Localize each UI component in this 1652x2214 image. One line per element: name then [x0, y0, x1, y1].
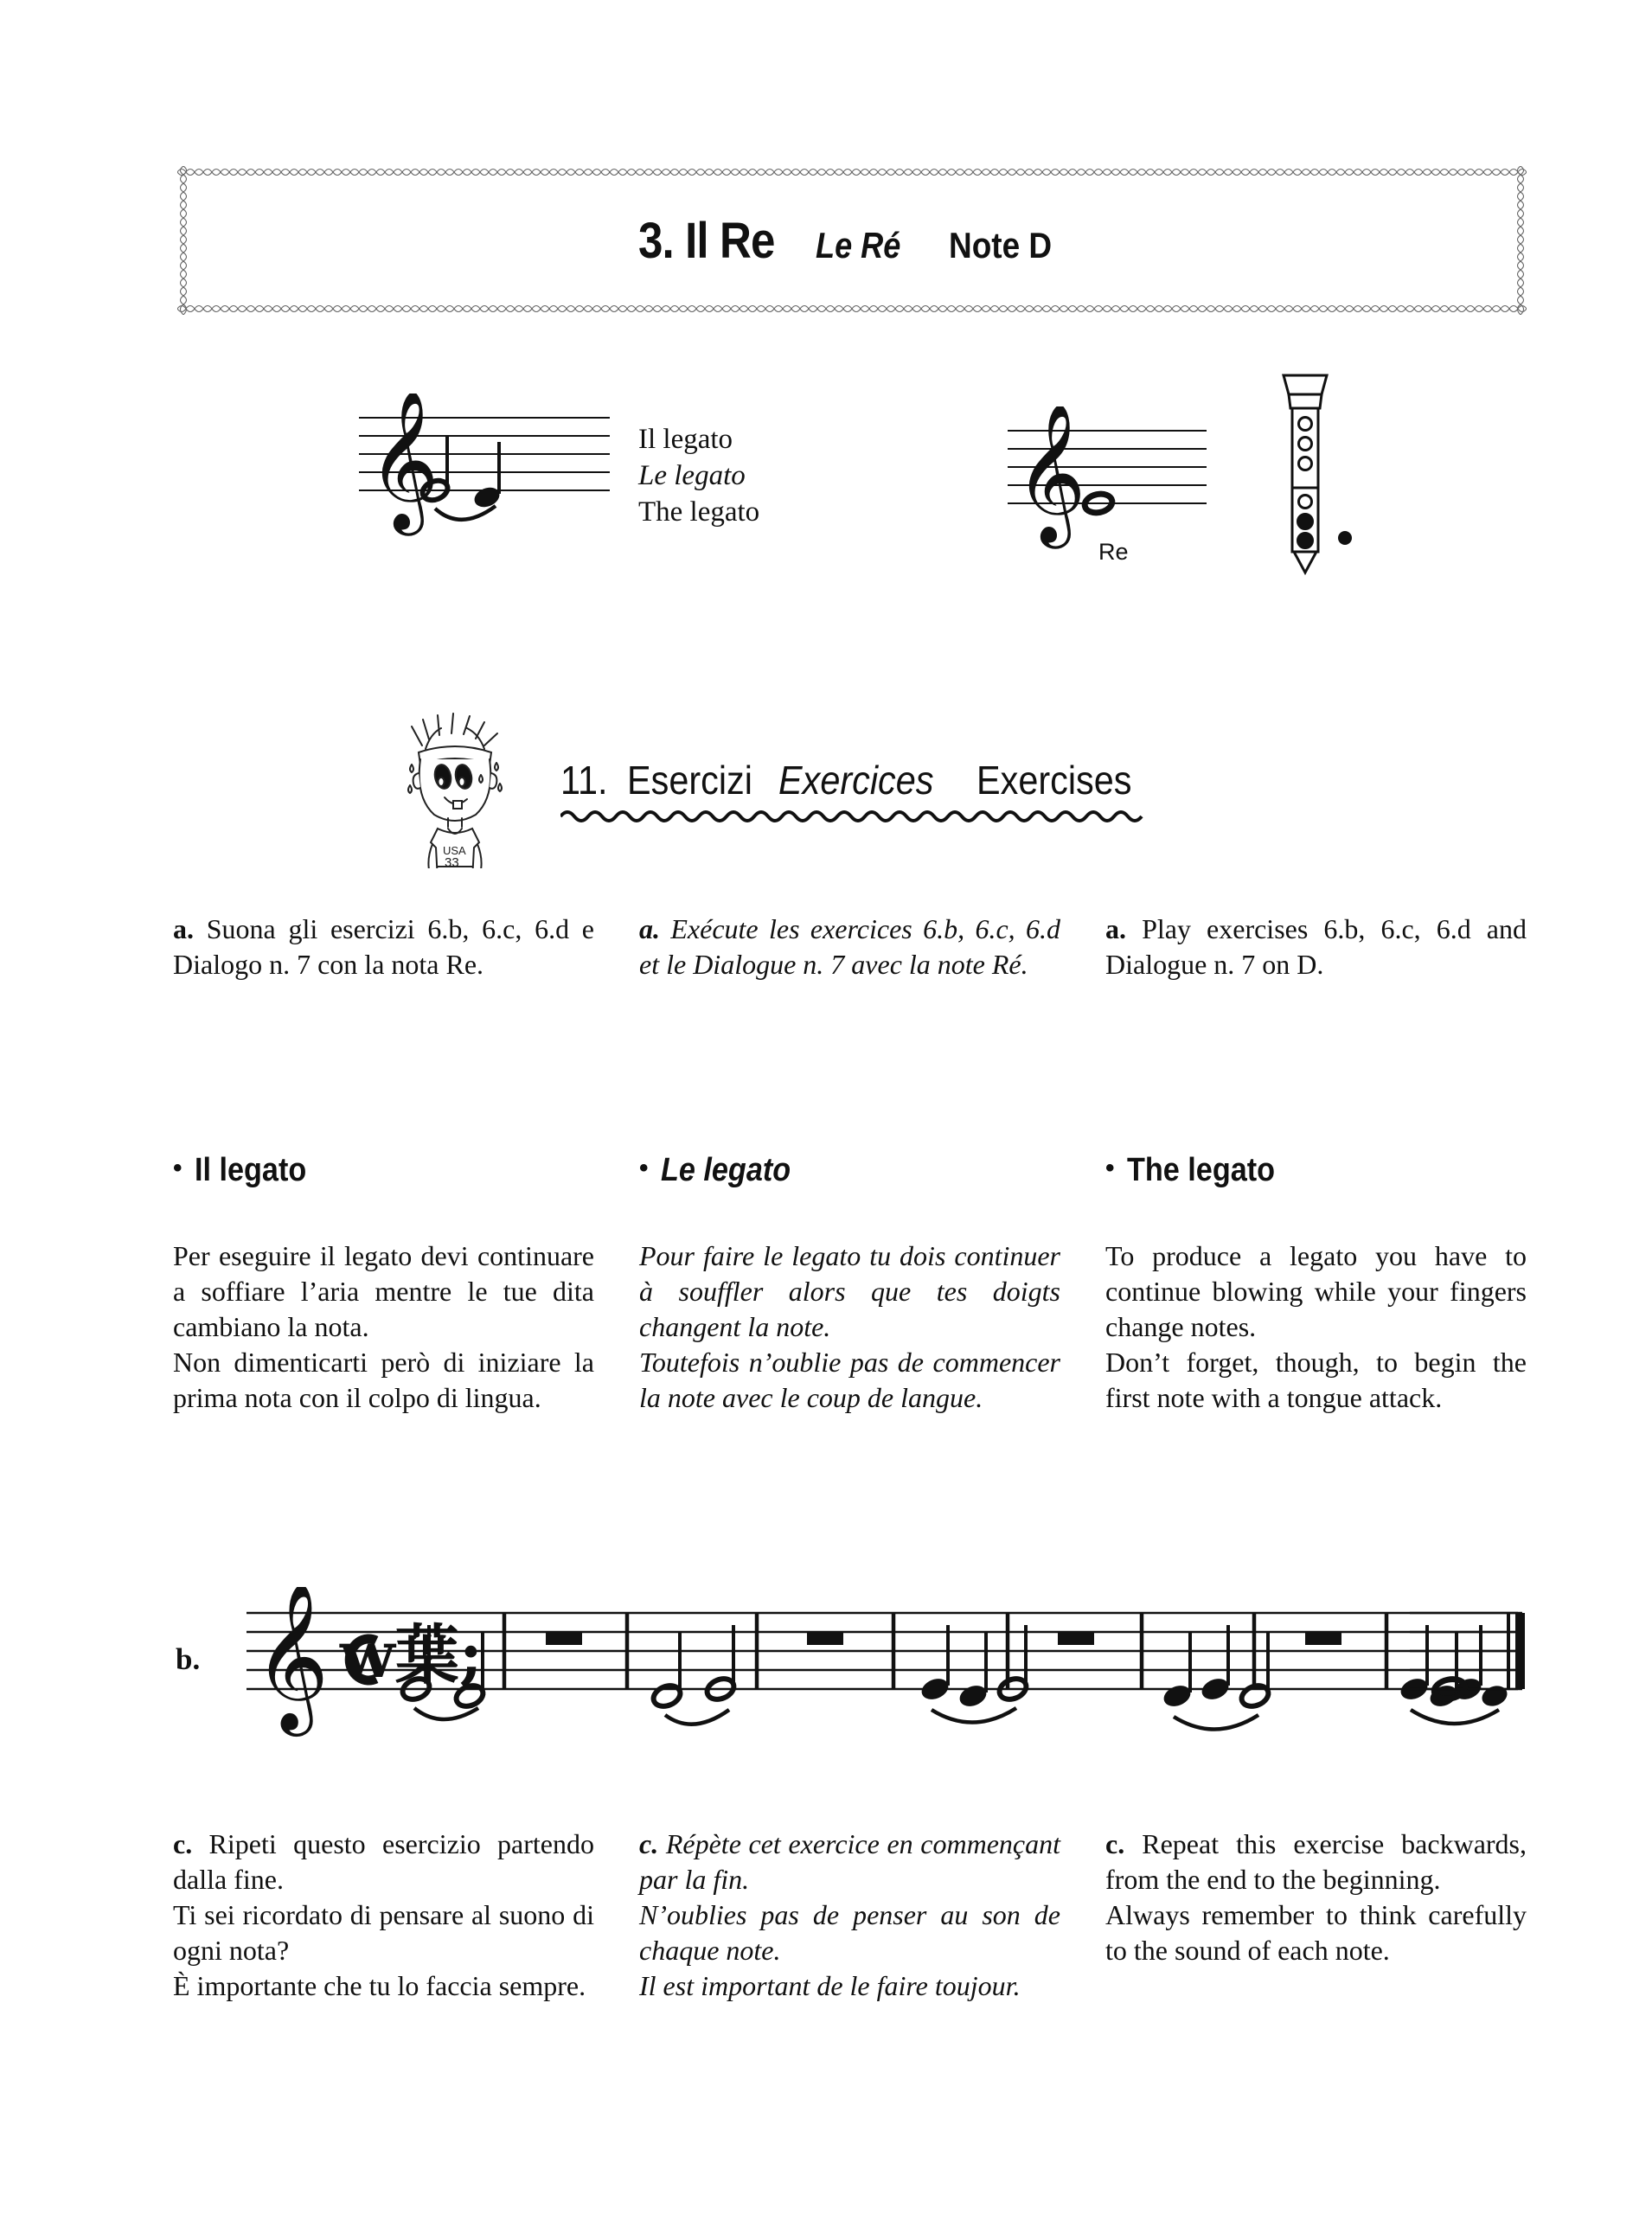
legato-heading-italian: [173, 1152, 594, 1189]
exercise-a-english: [1105, 912, 1527, 982]
exercises-heading-french: Exercices: [778, 758, 934, 803]
bullet-icon: •: [173, 1154, 182, 1182]
legato-body-french: [639, 1238, 1060, 1416]
exercise-c-english-text: Repeat this exercise backwards, from the end to the beginning. Always remember to think carefully to the sound of each note.: [1105, 1828, 1527, 1966]
wavy-underline: [560, 806, 1149, 828]
legato-heading-french: [639, 1152, 1060, 1189]
svg-text:𝄞: 𝄞: [368, 394, 439, 530]
svg-text:33: 33: [445, 855, 459, 868]
legato-label-english: The legato: [638, 496, 760, 528]
thumb-hole-dot: [1338, 531, 1352, 545]
exercise-a-row: [0, 912, 1652, 982]
final-barline-icon: [1507, 1613, 1525, 1689]
exercises-heading-english: Exercises: [976, 758, 1132, 803]
legato-body-italian: [173, 1238, 594, 1416]
legato-body-english: [1105, 1238, 1527, 1416]
exercise-c-english: [1105, 1827, 1527, 2004]
exercise-a-italian: [173, 912, 594, 982]
exercise-a-italian-text: Suona gli esercizi 6.b, 6.c, 6.d e Dialogo n. 7 con la nota Re.: [173, 913, 595, 980]
bullet-icon: •: [1105, 1154, 1115, 1182]
legato-heading-english-label: The legato: [1126, 1152, 1275, 1188]
common-time-icon: w葉;: [340, 1618, 483, 1692]
quarter-note: [471, 442, 503, 510]
exercise-c-italian-text: Ripeti questo esercizio partendo dalla fine. Ti sei ricordato di pensare al suono di ogni nota? È importante che tu lo faccia sempre.: [173, 1828, 594, 2001]
measure-5-notes: [919, 1625, 1029, 1723]
exercise-a-french: [639, 912, 1060, 982]
treble-clef-icon: 𝄞: [1015, 406, 1086, 543]
exercise-c-italian: [173, 1827, 594, 2004]
banner-border-left: [177, 166, 189, 315]
exercise-c-english-lead: c.: [1105, 1828, 1125, 1859]
slur-icon: [932, 1708, 1016, 1723]
exercise-a-french-text: Exécute les exercices 6.b, 6.c, 6.d et le Dialogue n. 7 avec la note Ré.: [639, 913, 1061, 980]
title-italian: 3. Il Re: [637, 212, 775, 269]
exercises-heading: [560, 757, 1149, 803]
legato-body-french-text: Pour faire le legato tu dois continuer à souffler alors que tes doigts changent la note. Toutefois n’oublie pas de commencer la note avec le coup de langue.: [639, 1240, 1060, 1413]
legato-body-italian-text: Per eseguire il legato devi continuare a soffiare l’aria mentre le tue dita cambiano la nota. Non dimenticarti però di iniziare la prima nota con il colpo di lingua.: [173, 1240, 594, 1413]
legato-body-row: [0, 1238, 1652, 1416]
exercise-a-italian-lead: a.: [173, 913, 194, 944]
legato-body-english-text: To produce a legato you have to continue blowing while your fingers change notes. Don’t forget, though, to begin the first note with a tongue attack.: [1105, 1240, 1527, 1413]
bullet-icon: •: [639, 1154, 649, 1182]
exercise-b-label: b.: [176, 1642, 201, 1676]
whole-rest-icon: [1058, 1632, 1094, 1645]
whole-rest-icon: [546, 1632, 582, 1645]
legato-demo-staff: [359, 394, 610, 541]
exercise-b-final-measure: [1410, 1587, 1548, 1764]
exercise-c-italian-lead: c.: [173, 1828, 193, 1859]
exercise-c-french-lead: c.: [639, 1828, 659, 1859]
title-english: Note D: [949, 224, 1053, 266]
exercise-a-french-lead: a.: [639, 913, 660, 944]
svg-text:USA: USA: [443, 844, 466, 857]
treble-clef-icon: [368, 394, 439, 536]
note-d-staff: [1008, 406, 1207, 554]
legato-heading-french-label: Le legato: [660, 1152, 791, 1188]
slur-icon: [665, 1710, 729, 1724]
exercises-heading-italian: Esercizi: [626, 758, 752, 803]
note-name-label: Re: [1098, 539, 1129, 565]
title-french: Le Ré: [815, 224, 900, 266]
exercise-a-english-text: Play exercises 6.b, 6.c, 6.d and Dialogue n. 7 on D.: [1105, 913, 1527, 980]
banner-border-bottom: [177, 303, 1527, 315]
recorder-fingering-icon: [1273, 370, 1368, 582]
page-title: [638, 212, 1066, 270]
slur-icon: [435, 506, 496, 520]
slur-icon: [1174, 1715, 1258, 1730]
chapter-title-banner: [177, 166, 1527, 315]
legato-heading-english: [1105, 1152, 1527, 1189]
exercise-a-english-lead: a.: [1105, 913, 1126, 944]
exercise-b-staff: [247, 1587, 1518, 1764]
exercises-number: 11.: [560, 758, 608, 803]
slur-icon: [414, 1708, 478, 1719]
legato-heading-italian-label: Il legato: [194, 1152, 306, 1188]
treble-clef-icon: 𝄞: [253, 1587, 330, 1730]
legato-headings-row: [0, 1152, 1652, 1189]
banner-border-right: [1514, 166, 1527, 315]
whole-rest-icon: [807, 1632, 843, 1645]
exercise-c-row: [0, 1827, 1652, 2004]
mascot-icon: [400, 711, 510, 873]
measure-3-notes: [650, 1625, 737, 1724]
legato-label-italian: Il legato: [638, 424, 733, 455]
exercise-c-french-text: Répète cet exercice en commençant par la fin. N’oublies pas de penser au son de chaque note. Il est important de le faire toujour.: [639, 1828, 1061, 2001]
legato-demo-labels: [638, 421, 759, 530]
exercise-c-french: [639, 1827, 1060, 2004]
whole-rest-icon: [1305, 1632, 1341, 1645]
banner-border-top: [177, 166, 1527, 178]
legato-label-french: Le legato: [638, 460, 746, 491]
